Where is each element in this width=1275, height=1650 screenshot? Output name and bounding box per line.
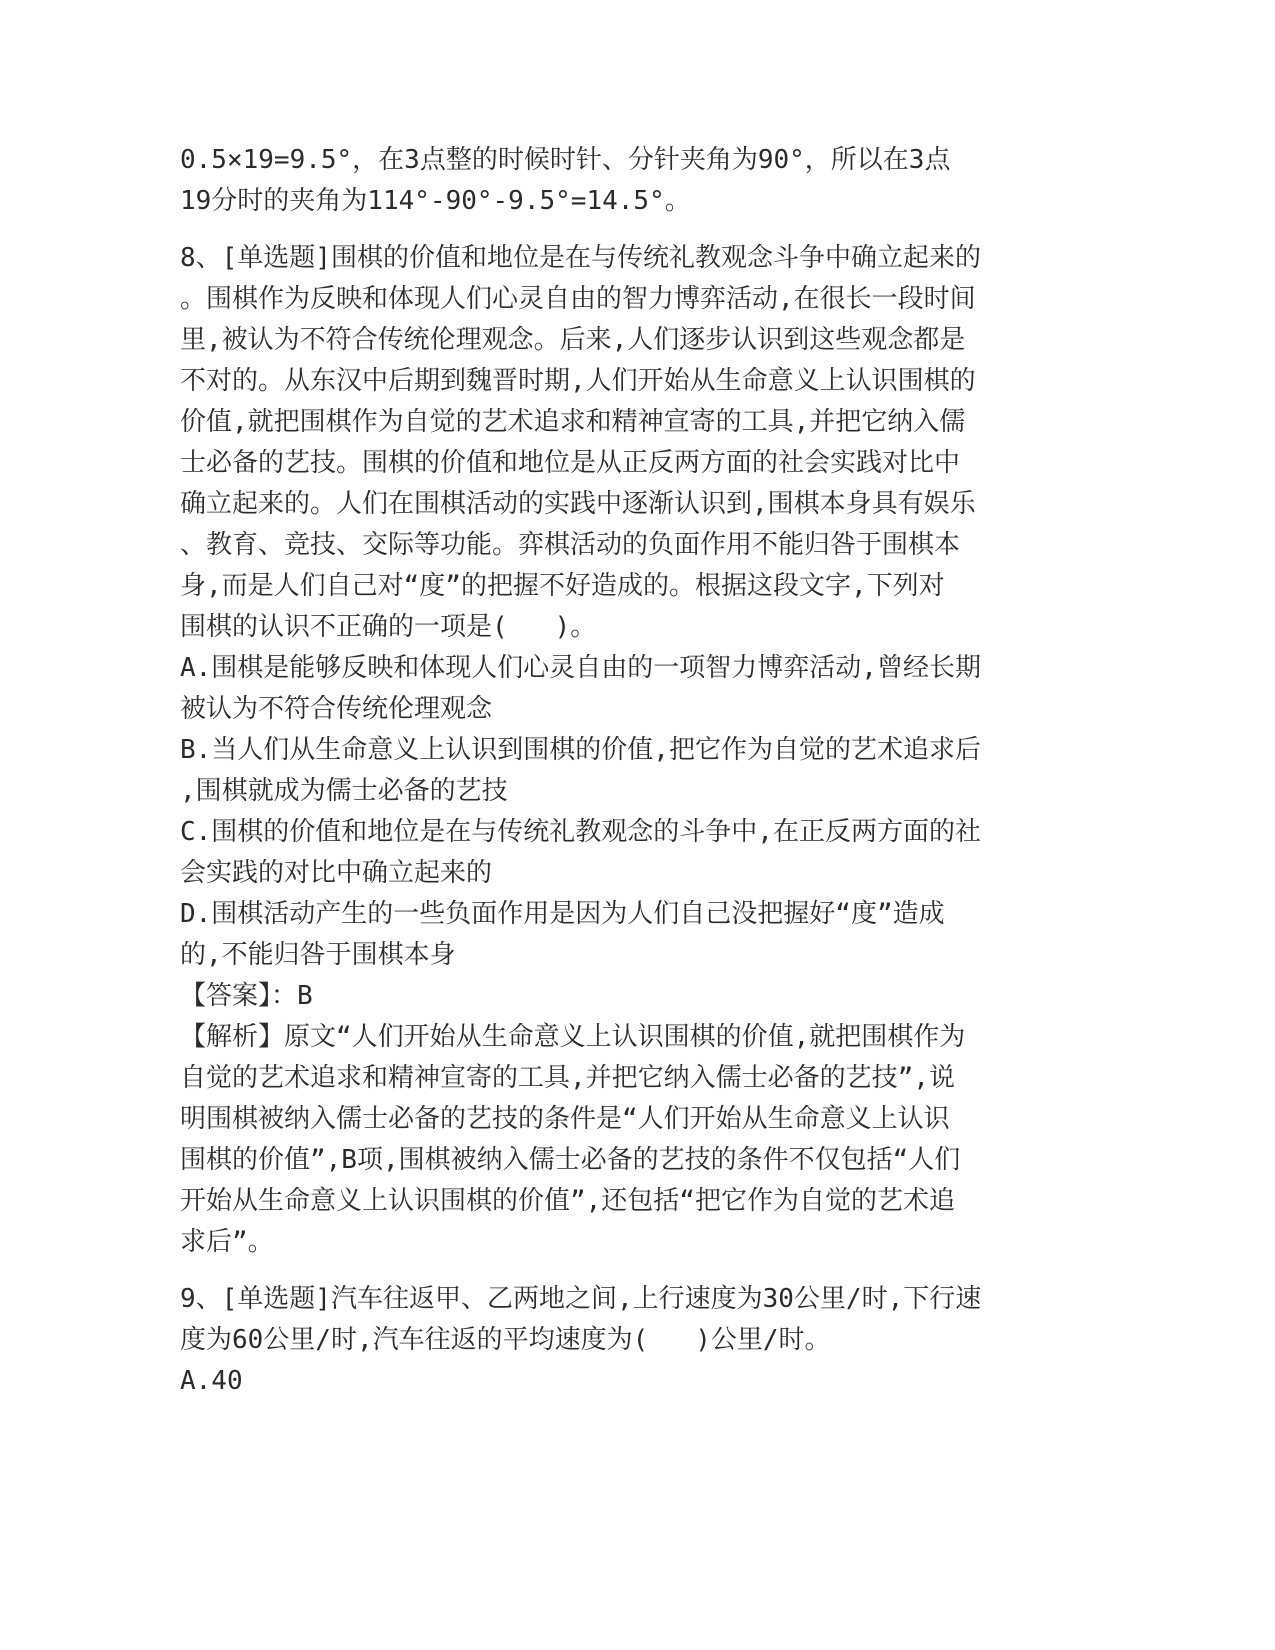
text-line: 价值,就把围棋作为自觉的艺术追求和精神宣寄的工具,并把它纳入儒 (180, 407, 966, 437)
document-page (180, 140, 1040, 1402)
question-8-option-b (180, 730, 1040, 812)
text-line: 19分时的夹角为114°-90°-9.5°=14.5°。 (180, 186, 691, 216)
text-line: 确立起来的。人们在围棋活动的实践中逐渐认识到,围棋本身具有娱乐 (180, 489, 976, 519)
question-9 (180, 1279, 1040, 1402)
text-line: 被认为不符合传统伦理观念 (180, 694, 493, 724)
question-8 (180, 238, 1040, 1263)
question-8-stem (180, 238, 1040, 648)
spacer (180, 222, 1040, 238)
text-line: 会实践的对比中确立起来的 (180, 858, 493, 888)
question-8-option-c (180, 812, 1040, 894)
text-line: D.围棋活动产生的一些负面作用是因为人们自己没把握好“度”造成 (180, 899, 945, 929)
text-line: 。围棋作为反映和体现人们心灵自由的智力博弈活动,在很长一段时间 (180, 284, 976, 314)
text-line: 9、[单选题]汽车往返甲、乙两地之间,上行速度为30公里/时,下行速 (180, 1284, 982, 1314)
text-line: 求后”。 (180, 1227, 274, 1257)
text-line: 0.5×19=9.5°，在3点整的时候时针、分针夹角为90°，所以在3点 (180, 145, 951, 175)
text-line: 围棋的价值”,B项,围棋被纳入儒士必备的艺技的条件不仅包括“人们 (180, 1145, 961, 1175)
text-line: 【解析】原文“人们开始从生命意义上认识围棋的价值,就把围棋作为 (180, 1022, 966, 1052)
question-8-option-d (180, 894, 1040, 976)
text-line: 自觉的艺术追求和精神宣寄的工具,并把它纳入儒士必备的艺技”,说 (180, 1063, 955, 1093)
text-line: 开始从生命意义上认识围棋的价值”,还包括“把它作为自觉的艺术追 (180, 1186, 955, 1216)
text-line: 8、[单选题]围棋的价值和地位是在与传统礼教观念斗争中确立起来的 (180, 243, 981, 273)
text-line: 不对的。从东汉中后期到魏晋时期,人们开始从生命意义上认识围棋的 (180, 366, 976, 396)
question-8-answer: 【答案】：B (180, 981, 313, 1011)
text-line: 里,被认为不符合传统伦理观念。后来,人们逐步认识到这些观念都是 (180, 325, 966, 355)
text-line: 度为60公里/时,汽车往返的平均速度为( )公里/时。 (180, 1325, 831, 1355)
text-line: B.当人们从生命意义上认识到围棋的价值,把它作为自觉的艺术追求后 (180, 735, 981, 765)
question-9-option-a: A.40 (180, 1366, 243, 1396)
text-line: 围棋的认识不正确的一项是( )。 (180, 612, 597, 642)
question-9-stem (180, 1279, 1040, 1361)
text-line: C.围棋的价值和地位是在与传统礼教观念的斗争中,在正反两方面的社 (180, 817, 981, 847)
text-line: 士必备的艺技。围棋的价值和地位是从正反两方面的社会实践对比中 (180, 448, 961, 478)
spacer (180, 1263, 1040, 1279)
text-line: 明围棋被纳入儒士必备的艺技的条件是“人们开始从生命意义上认识 (180, 1104, 950, 1134)
text-line: 的,不能归咎于围棋本身 (180, 940, 456, 970)
text-line: A.围棋是能够反映和体现人们心灵自由的一项智力博弈活动,曾经长期 (180, 653, 981, 683)
previous-solution (180, 140, 1040, 222)
text-line: 、教育、竞技、交际等功能。弈棋活动的负面作用不能归咎于围棋本 (180, 530, 961, 560)
text-line: ,围棋就成为儒士必备的艺技 (180, 776, 508, 806)
question-8-analysis (180, 1017, 1040, 1263)
question-8-option-a (180, 648, 1040, 730)
text-line: 身,而是人们自己对“度”的把握不好造成的。根据这段文字,下列对 (180, 571, 945, 601)
